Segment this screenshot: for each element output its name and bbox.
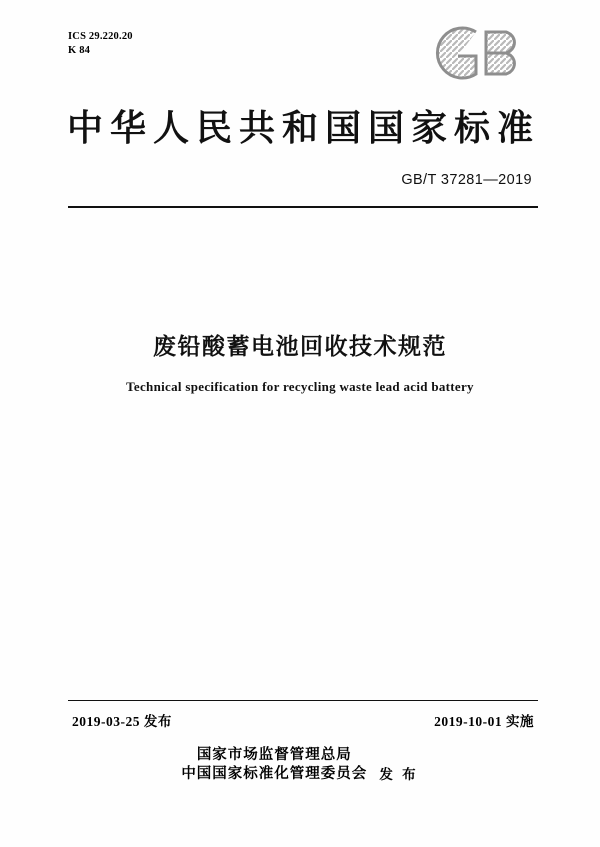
ccs-code: K 84 (68, 45, 91, 56)
divider-bottom (68, 700, 538, 701)
page-title: 中华人民共和国国家标准 (66, 108, 540, 148)
issue-verb: 发 布 (379, 767, 419, 782)
issuer-line-2: 中国国家标准化管理委员会 (181, 766, 368, 782)
standard-number: GB/T 37281—2019 (401, 172, 532, 188)
divider-top (68, 206, 538, 208)
document-title-english: Technical specification for recycling waste lead acid battery (126, 379, 474, 394)
issue-date: 2019-03-25 发布 (72, 714, 172, 729)
ics-code: ICS 29.220.20 (68, 31, 133, 42)
issuing-authorities (0, 746, 600, 784)
effective-date: 2019-10-01 实施 (434, 714, 534, 729)
document-title-chinese: 废铅酸蓄电池回收技术规范 (153, 334, 447, 359)
ics-classification-block (68, 30, 133, 58)
issuer-line-1: 国家市场监督管理总局 (196, 747, 352, 763)
gb-logo-icon (428, 22, 538, 84)
